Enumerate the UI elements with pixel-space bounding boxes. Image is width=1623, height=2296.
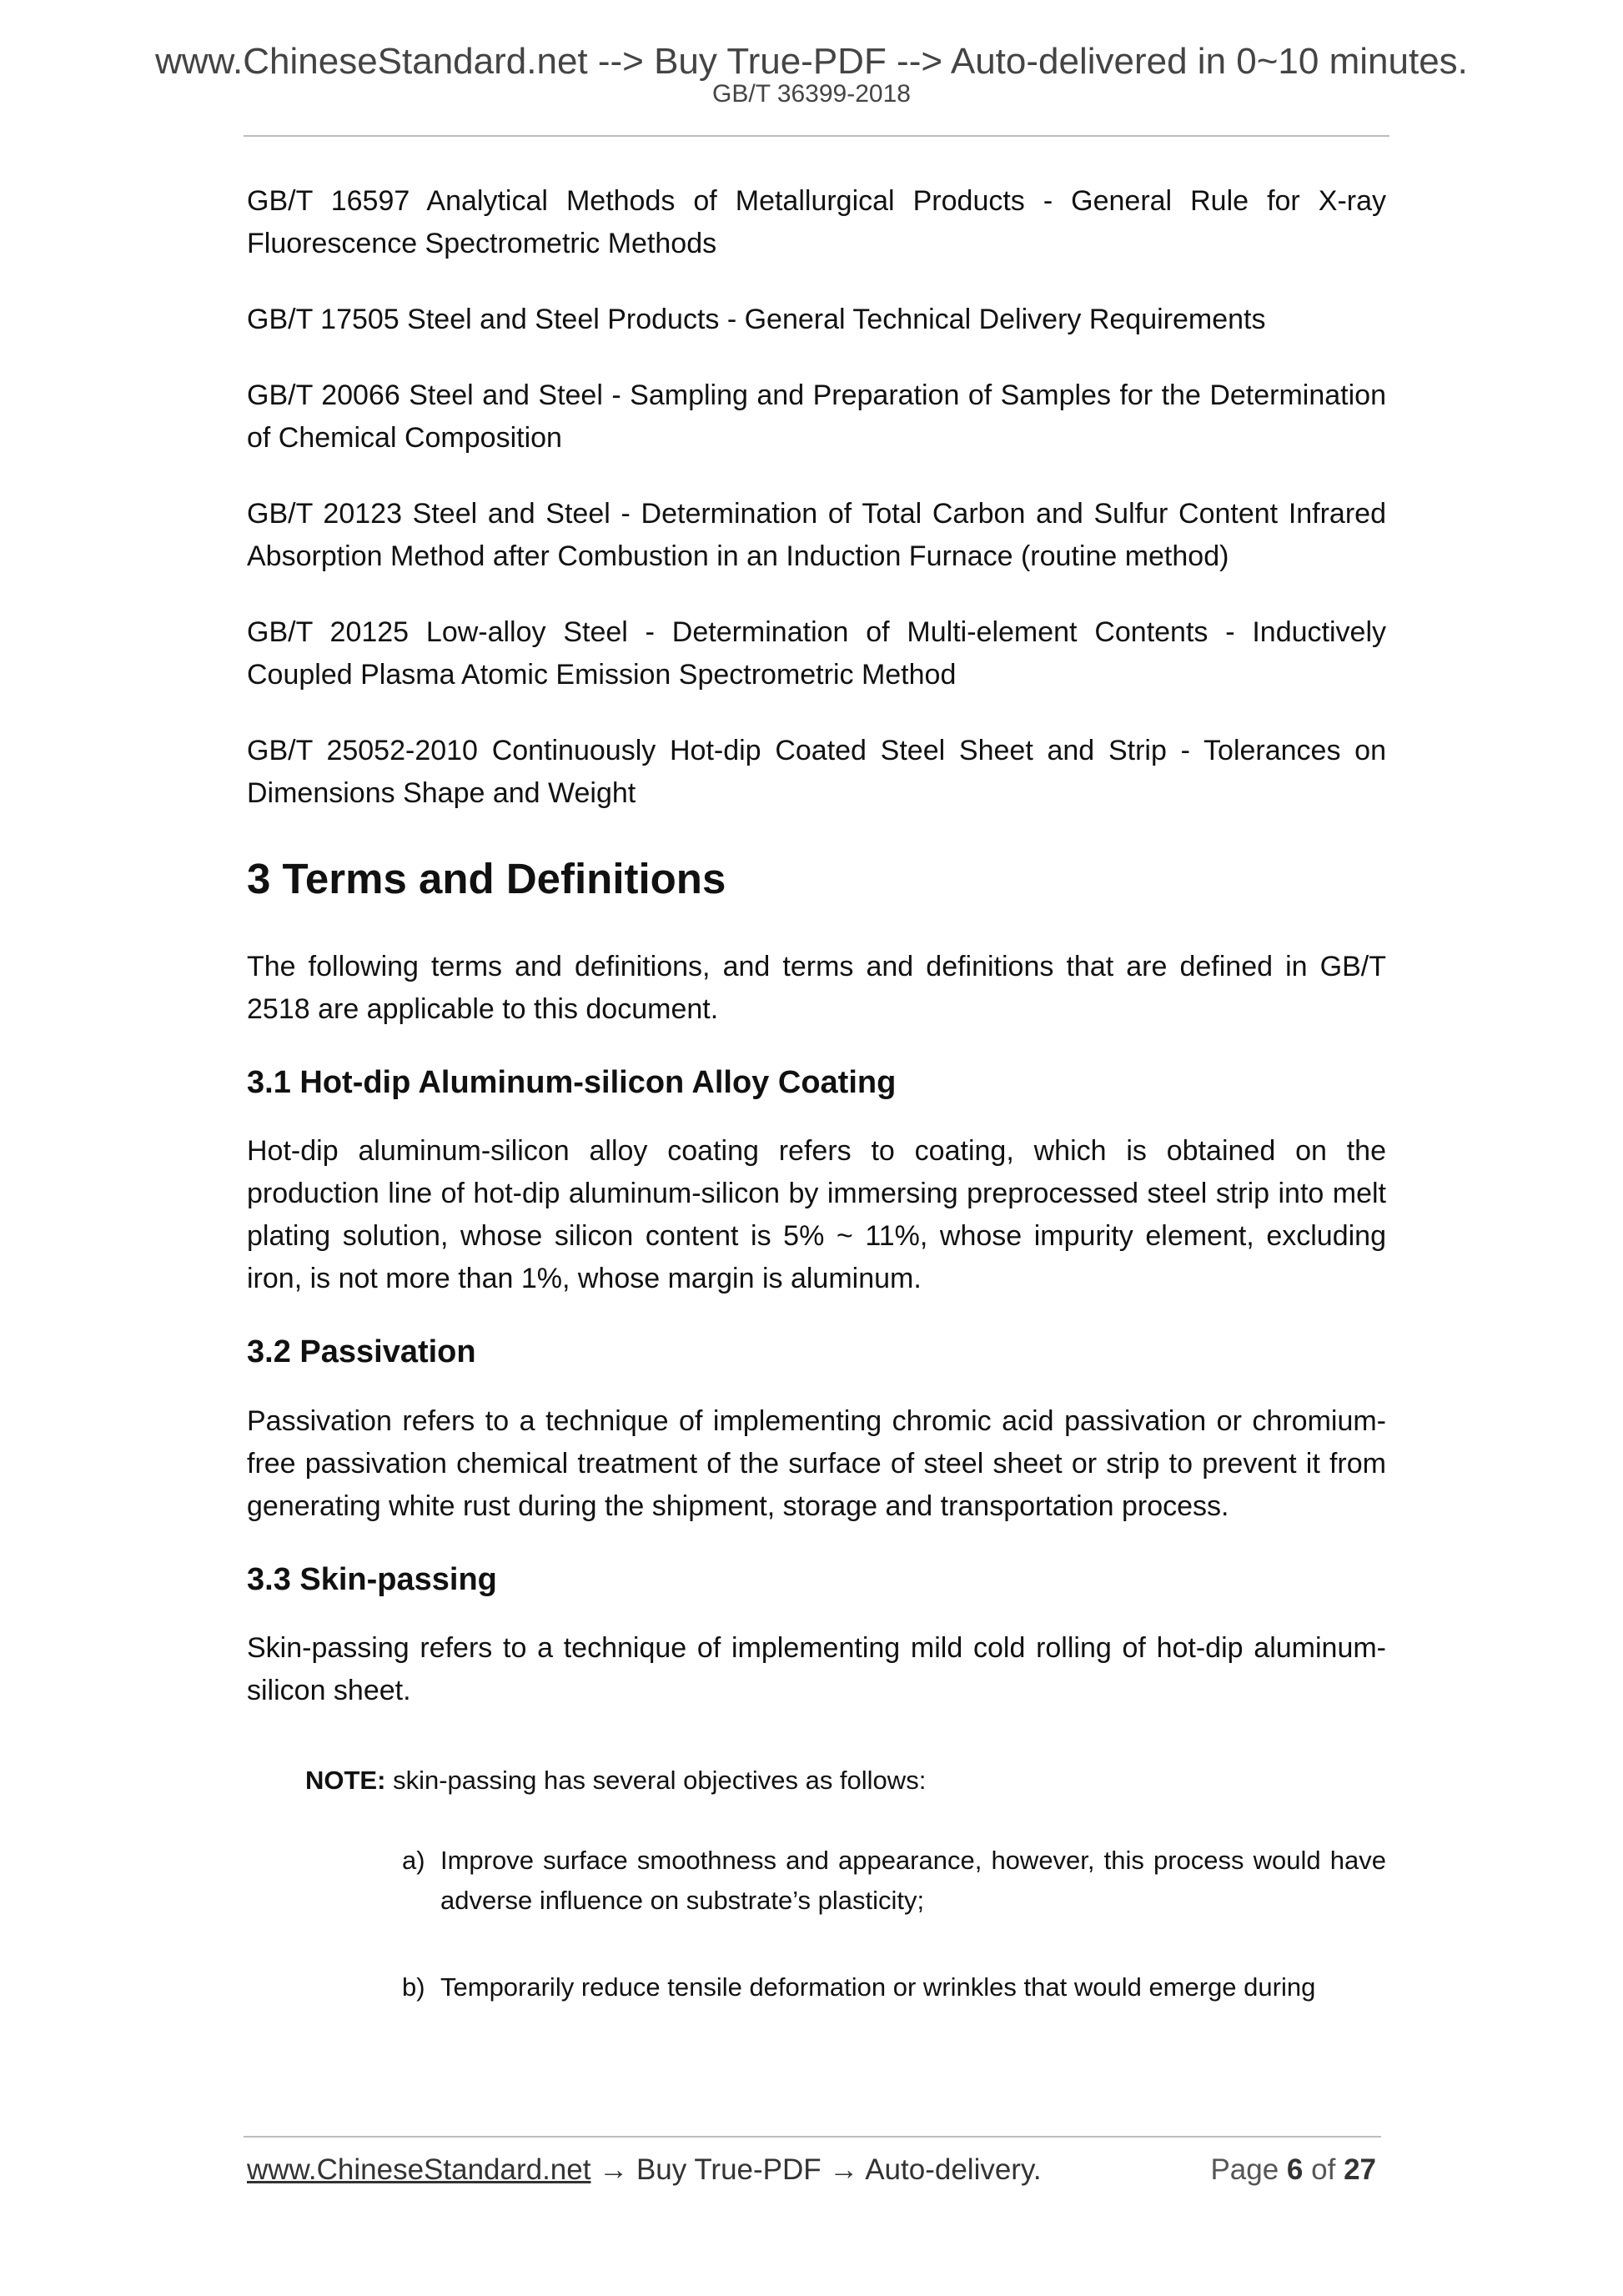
note-text: skin-passing has several objectives as follows: — [393, 1766, 927, 1796]
page-word: Page — [1210, 2153, 1279, 2186]
arrow-right-icon: → — [829, 2153, 859, 2186]
section-heading: 3 Terms and Definitions — [247, 855, 726, 902]
reference-item: GB/T 25052-2010 Continuously Hot-dip Coated Steel Sheet and Strip - Tolerances on Dimensions Shape and Weight — [247, 735, 1386, 809]
page-body — [247, 180, 1386, 2054]
footer-promo — [247, 2153, 1042, 2187]
term-definition: Skin-passing refers to a technique of implementing mild cold rolling of hot-dip aluminum-silicon sheet. — [247, 1632, 1386, 1707]
arrow-right-icon: → — [599, 2153, 629, 2186]
term-heading: 3.1 Hot-dip Aluminum-silicon Alloy Coating — [247, 1064, 897, 1100]
page-total: 27 — [1344, 2153, 1376, 2186]
header-divider — [244, 135, 1389, 137]
section-intro: The following terms and definitions, and terms and definitions that are defined in GB/T 2518 are applicable to this document. — [247, 950, 1386, 1025]
term-definition: Hot-dip aluminum-silicon alloy coating refers to coating, which is obtained on the production line of hot-dip aluminum-silicon by immersing preprocessed steel strip into melt plating solution, whose silicon content is 5% ~ 11%, whose impurity element, excluding iron, is not more than 1%, whose margin is aluminum. — [247, 1135, 1386, 1295]
term-definition: Passivation refers to a technique of implementing chromic acid passivation or chromium-free passivation chemical treatment of the surface of steel sheet or strip to prevent it from generating white rust during the shipment, storage and transportation process. — [247, 1404, 1386, 1522]
footer-divider — [244, 2136, 1381, 2138]
list-item — [402, 1967, 1386, 2007]
list-item-text: Improve surface smoothness and appearance, however, this process would have adverse influence on substrate’s plasticity; — [440, 1846, 1386, 1916]
term-heading: 3.2 Passivation — [247, 1334, 476, 1370]
note-label: NOTE: — [305, 1766, 386, 1796]
reference-item: GB/T 17505 Steel and Steel Products - General Technical Delivery Requirements — [247, 304, 1266, 335]
buy-pdf-text: Buy True-PDF — [636, 2153, 822, 2186]
list-item-text: Temporarily reduce tensile deformation or wrinkles that would emerge during — [440, 1972, 1316, 2002]
reference-item: GB/T 20123 Steel and Steel - Determination of Total Carbon and Sulfur Content Infrared Absorption Method after Combustion in an Induction Furnace (routine method) — [247, 498, 1386, 572]
auto-delivery-text: Auto-delivery. — [865, 2153, 1042, 2186]
list-item-label: a) — [402, 1846, 425, 1876]
page-number: 6 — [1286, 2153, 1304, 2186]
of-word: of — [1311, 2153, 1336, 2186]
list-item — [402, 1841, 1386, 1921]
reference-item: GB/T 20066 Steel and Steel - Sampling and Preparation of Samples for the Determination of Chemical Composition — [247, 379, 1386, 454]
site-link[interactable]: www.ChineseStandard.net — [247, 2153, 591, 2186]
list-item-label: b) — [402, 1972, 425, 2002]
page-indicator — [1210, 2153, 1376, 2187]
reference-item: GB/T 16597 Analytical Methods of Metallurgical Products - General Rule for X-ray Fluorescence Spectrometric Methods — [247, 185, 1386, 259]
site-banner: www.ChineseStandard.net --> Buy True-PDF --> Auto-delivered in 0~10 minutes. — [155, 41, 1468, 82]
term-heading: 3.3 Skin-passing — [247, 1561, 497, 1597]
note — [305, 1761, 1386, 1801]
reference-item: GB/T 20125 Low-alloy Steel - Determination of Multi-element Contents - Inductively Coupled Plasma Atomic Emission Spectrometric Method — [247, 616, 1386, 691]
standard-code: GB/T 36399-2018 — [712, 80, 911, 108]
